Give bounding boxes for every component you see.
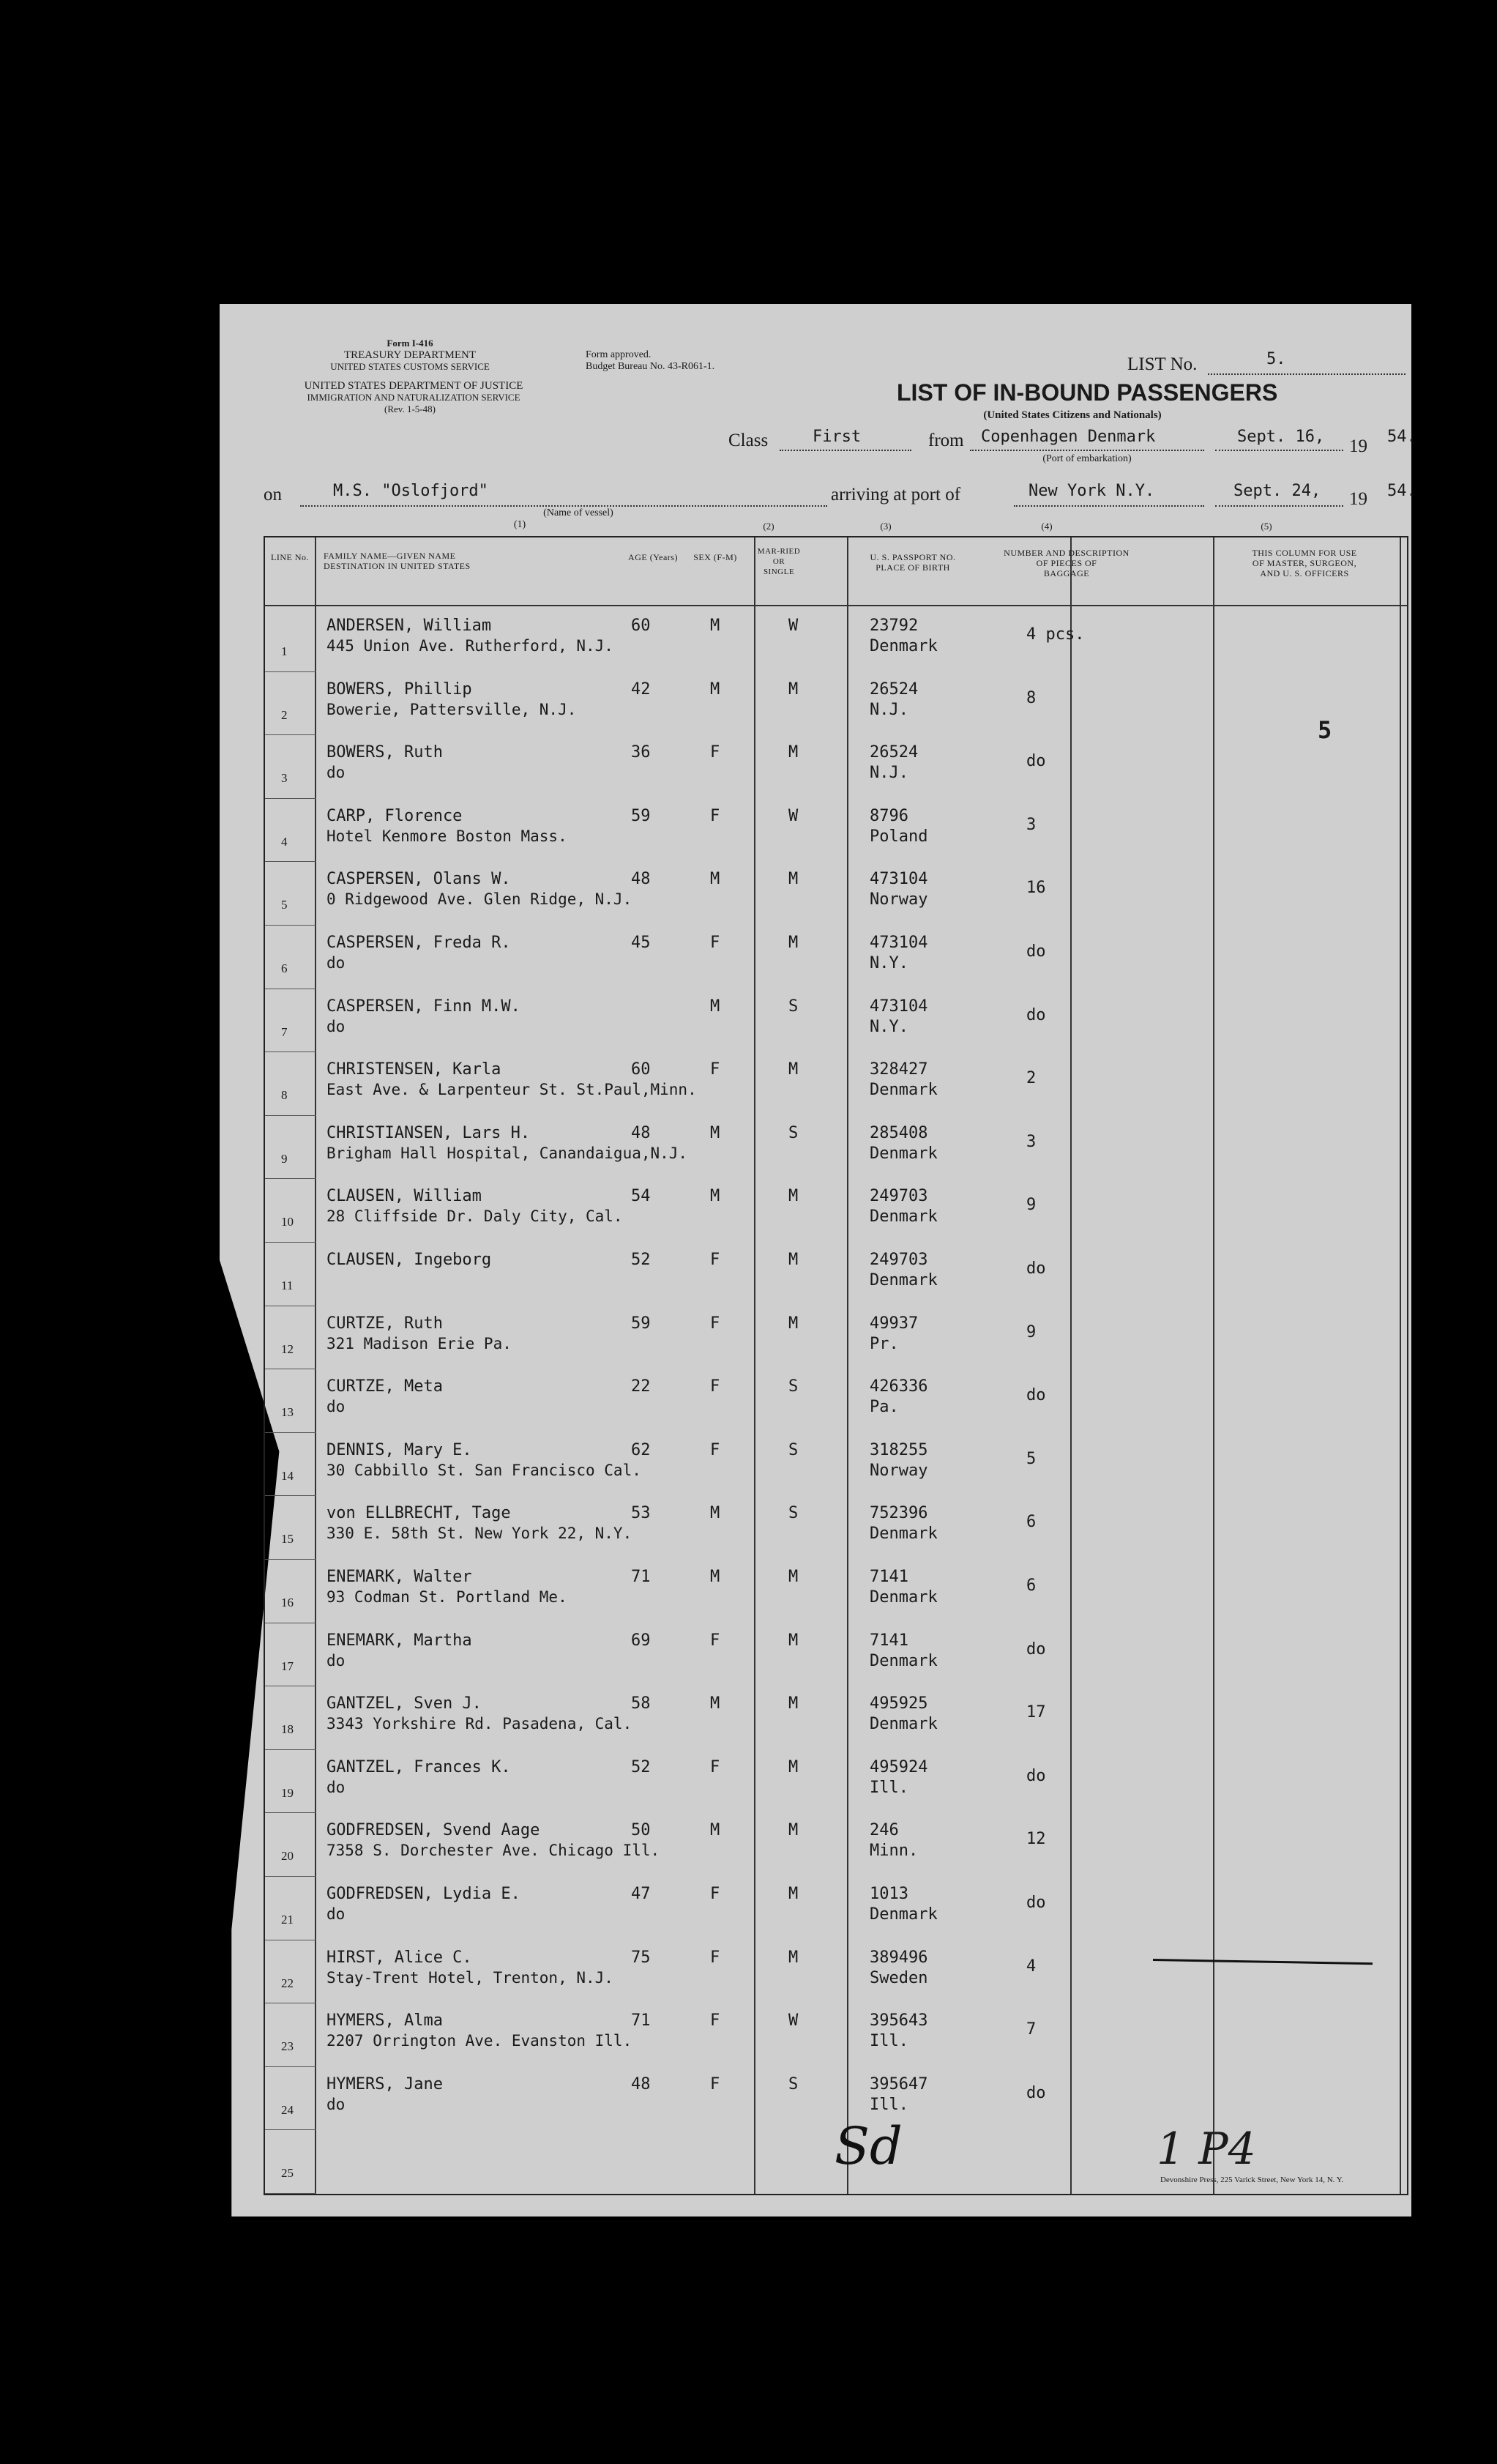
baggage: do bbox=[1026, 1894, 1046, 1912]
marital-status: M bbox=[788, 1885, 799, 1903]
passenger-name: HYMERS, Jane bbox=[326, 2074, 443, 2093]
budget-bureau: Budget Bureau No. 43-R061-1. bbox=[586, 361, 715, 372]
line-number: 5 bbox=[281, 898, 288, 912]
destination: 28 Cliffside Dr. Daly City, Cal. bbox=[326, 1207, 623, 1226]
marital-status: S bbox=[788, 1440, 799, 1459]
baggage: do bbox=[1026, 942, 1046, 961]
age: 52 bbox=[631, 1251, 651, 1269]
officer-annotation-mark: 5 bbox=[1318, 716, 1332, 744]
list-no-label: LIST No. bbox=[1127, 354, 1198, 374]
passenger-row bbox=[265, 989, 1407, 1052]
destination: do bbox=[326, 2095, 346, 2113]
passenger-row bbox=[265, 1623, 1407, 1686]
marital-status: S bbox=[788, 2074, 799, 2093]
header-name: FAMILY NAME—GIVEN NAME DESTINATION IN UNITED STATES bbox=[324, 551, 471, 571]
marital-status: M bbox=[788, 743, 799, 762]
marital-status: M bbox=[788, 1694, 799, 1713]
destination: do bbox=[326, 1398, 346, 1416]
punch-hole bbox=[176, 937, 211, 977]
destination: 445 Union Ave. Rutherford, N.J. bbox=[326, 637, 613, 655]
destination: do bbox=[326, 1017, 346, 1035]
passenger-name: von ELLBRECHT, Tage bbox=[326, 1504, 511, 1523]
place-of-birth: Denmark bbox=[870, 1651, 938, 1670]
sex: F bbox=[710, 934, 720, 952]
sex: M bbox=[710, 1568, 720, 1586]
destination: 330 E. 58th St. New York 22, N.Y. bbox=[326, 1525, 632, 1543]
destination: do bbox=[326, 1651, 346, 1670]
baggage: 6 bbox=[1026, 1513, 1037, 1532]
age: 48 bbox=[631, 2074, 651, 2093]
passenger-row bbox=[265, 2003, 1407, 2066]
passport-number: 426336 bbox=[870, 1377, 928, 1396]
destination: 7358 S. Dorchester Ave. Chicago Ill. bbox=[326, 1842, 660, 1860]
baggage: 5 bbox=[1026, 1449, 1037, 1468]
place-of-birth: Denmark bbox=[870, 1715, 938, 1734]
passport-number: 249703 bbox=[870, 1251, 928, 1269]
place-of-birth: N.Y. bbox=[870, 1017, 908, 1036]
place-of-birth: Denmark bbox=[870, 1588, 938, 1607]
place-of-birth: Denmark bbox=[870, 1525, 938, 1544]
place-of-birth: Pr. bbox=[870, 1334, 899, 1353]
sex: M bbox=[710, 1504, 720, 1523]
place-of-birth: Ill. bbox=[870, 1778, 908, 1797]
sex: F bbox=[710, 2011, 720, 2031]
header-age: AGE (Years) bbox=[628, 552, 678, 562]
marital-status: S bbox=[788, 997, 799, 1016]
passport-number: 7141 bbox=[870, 1631, 908, 1650]
sex: F bbox=[710, 1885, 720, 1903]
arrival-year-prefix: 19 bbox=[1349, 489, 1367, 509]
marital-status: M bbox=[788, 934, 799, 952]
marital-status: W bbox=[788, 2011, 799, 2031]
age: 71 bbox=[631, 1568, 651, 1586]
age: 47 bbox=[631, 1885, 651, 1903]
place-of-birth: N.J. bbox=[870, 700, 908, 719]
line-number: 8 bbox=[281, 1088, 288, 1103]
passenger-name: BOWERS, Phillip bbox=[326, 680, 472, 699]
baggage: do bbox=[1026, 752, 1046, 771]
place-of-birth: Sweden bbox=[870, 1968, 928, 1987]
destination: 321 Madison Erie Pa. bbox=[326, 1334, 512, 1352]
from-value: Copenhagen Denmark bbox=[981, 428, 1156, 446]
baggage: 4 bbox=[1026, 1957, 1037, 1976]
passport-number: 395643 bbox=[870, 2011, 928, 2031]
passport-number: 328427 bbox=[870, 1060, 928, 1079]
marital-status: M bbox=[788, 1187, 799, 1206]
line-number: 2 bbox=[281, 707, 288, 722]
header-sex: SEX (F-M) bbox=[693, 552, 737, 562]
passenger-row bbox=[265, 1052, 1407, 1114]
sex: M bbox=[710, 1821, 720, 1840]
passenger-name: ENEMARK, Martha bbox=[326, 1631, 472, 1650]
form-revision: (Rev. 1-5-48) bbox=[384, 403, 436, 414]
ins-service: IMMIGRATION AND NATURALIZATION SERVICE bbox=[307, 392, 520, 403]
passport-number: 8796 bbox=[870, 806, 908, 825]
sex: F bbox=[710, 743, 720, 762]
line-number: 15 bbox=[281, 1532, 294, 1546]
place-of-birth: Denmark bbox=[870, 1271, 938, 1289]
place-of-birth: N.J. bbox=[870, 764, 908, 783]
baggage: 9 bbox=[1026, 1322, 1037, 1341]
age: 36 bbox=[631, 743, 651, 762]
baggage: 4 pcs. bbox=[1026, 625, 1085, 644]
vessel-name: M.S. "Oslofjord" bbox=[333, 482, 488, 500]
passenger-name: CASPERSEN, Finn M.W. bbox=[326, 997, 520, 1016]
baggage: do bbox=[1026, 1386, 1046, 1405]
baggage: do bbox=[1026, 1259, 1046, 1278]
destination: 3343 Yorkshire Rd. Pasadena, Cal. bbox=[326, 1715, 632, 1733]
bottom-handwritten-note: 1 P4 bbox=[1157, 2124, 1256, 2175]
header-officers: THIS COLUMN FOR USE OF MASTER, SURGEON, AND U. S. OFFICERS bbox=[1252, 548, 1357, 578]
baggage: 6 bbox=[1026, 1577, 1037, 1595]
destination: 30 Cabbillo St. San Francisco Cal. bbox=[326, 1461, 641, 1479]
passenger-name: BOWERS, Ruth bbox=[326, 743, 443, 762]
sex: F bbox=[710, 1251, 720, 1269]
passenger-name: HIRST, Alice C. bbox=[326, 1948, 472, 1967]
line-number: 14 bbox=[281, 1468, 294, 1483]
arrival-date: Sept. 24, bbox=[1233, 482, 1321, 500]
from-label: from bbox=[928, 431, 964, 450]
sex: M bbox=[710, 1187, 720, 1206]
port-embarkation-note: (Port of embarkation) bbox=[1042, 453, 1132, 464]
passenger-row bbox=[265, 1178, 1407, 1241]
passenger-row bbox=[265, 1940, 1407, 2003]
punch-hole bbox=[176, 365, 211, 404]
header-line-no: LINE No. bbox=[271, 552, 309, 562]
form-approved: Form approved. bbox=[586, 349, 652, 360]
age: 59 bbox=[631, 1314, 651, 1333]
sex: M bbox=[710, 617, 720, 635]
arriving-label: arriving at port of bbox=[831, 485, 961, 505]
age: 48 bbox=[631, 1123, 651, 1142]
destination: 0 Ridgewood Ave. Glen Ridge, N.J. bbox=[326, 890, 632, 909]
sex: F bbox=[710, 1757, 720, 1776]
marital-status: M bbox=[788, 1568, 799, 1586]
line-number: 21 bbox=[281, 1913, 294, 1927]
line-number: 18 bbox=[281, 1722, 294, 1737]
marital-status: S bbox=[788, 1123, 799, 1142]
place-of-birth: Ill. bbox=[870, 2095, 908, 2114]
marital-status: M bbox=[788, 1631, 799, 1650]
place-of-birth: Denmark bbox=[870, 1144, 938, 1163]
marital-status: S bbox=[788, 1504, 799, 1523]
passenger-row bbox=[265, 861, 1407, 924]
passenger-row bbox=[265, 1876, 1407, 1939]
justice-dept: UNITED STATES DEPARTMENT OF JUSTICE bbox=[304, 380, 523, 392]
passenger-name: GODFREDSEN, Lydia E. bbox=[326, 1885, 520, 1903]
passport-number: 318255 bbox=[870, 1440, 928, 1459]
passenger-row bbox=[265, 1369, 1407, 1432]
departure-year-prefix: 19 bbox=[1349, 436, 1367, 456]
age: 59 bbox=[631, 806, 651, 825]
age: 60 bbox=[631, 1060, 651, 1079]
passport-number: 7141 bbox=[870, 1568, 908, 1586]
line-number: 24 bbox=[281, 2102, 294, 2117]
passport-number: 752396 bbox=[870, 1504, 928, 1523]
punch-hole bbox=[176, 1700, 211, 1740]
age: 53 bbox=[631, 1504, 651, 1523]
place-of-birth: Poland bbox=[870, 827, 928, 846]
passenger-row bbox=[265, 1495, 1407, 1558]
destination: do bbox=[326, 954, 346, 972]
col2-number: (2) bbox=[763, 521, 774, 532]
place-of-birth: Denmark bbox=[870, 1905, 938, 1924]
passenger-name: CURTZE, Meta bbox=[326, 1377, 443, 1396]
line-number: 20 bbox=[281, 1849, 294, 1864]
place-of-birth: Norway bbox=[870, 1461, 928, 1480]
list-subtitle: (United States Citizens and Nationals) bbox=[983, 409, 1162, 421]
passport-number: 1013 bbox=[870, 1885, 908, 1903]
baggage: 12 bbox=[1026, 1830, 1046, 1849]
destination: Brigham Hall Hospital, Canandaigua,N.J. bbox=[326, 1144, 688, 1162]
baggage: do bbox=[1026, 1639, 1046, 1659]
age: 42 bbox=[631, 680, 651, 699]
line-number: 10 bbox=[281, 1215, 294, 1229]
sex: M bbox=[710, 870, 720, 889]
passenger-row bbox=[265, 734, 1407, 797]
baggage: 3 bbox=[1026, 815, 1037, 834]
destination: do bbox=[326, 1778, 346, 1796]
sex: F bbox=[710, 1314, 720, 1333]
passport-number: 246 bbox=[870, 1821, 899, 1840]
sex: M bbox=[710, 680, 720, 699]
baggage: 17 bbox=[1026, 1703, 1046, 1722]
age: 22 bbox=[631, 1377, 651, 1396]
passenger-name: ANDERSEN, William bbox=[326, 617, 492, 635]
place-of-birth: Denmark bbox=[870, 637, 938, 655]
list-title: LIST OF IN-BOUND PASSENGERS bbox=[897, 379, 1278, 406]
passport-number: 285408 bbox=[870, 1123, 928, 1142]
sex: F bbox=[710, 806, 720, 825]
passenger-row bbox=[265, 671, 1407, 734]
line-number: 12 bbox=[281, 1341, 294, 1356]
line-number: 25 bbox=[281, 2166, 294, 2181]
passenger-name: CASPERSEN, Olans W. bbox=[326, 870, 511, 889]
age: 71 bbox=[631, 2011, 651, 2031]
line-number: 6 bbox=[281, 961, 288, 975]
passport-number: 26524 bbox=[870, 743, 919, 762]
passenger-row bbox=[265, 925, 1407, 988]
baggage: 16 bbox=[1026, 879, 1046, 898]
baggage: do bbox=[1026, 2083, 1046, 2102]
sex: M bbox=[710, 1123, 720, 1142]
passport-number: 495924 bbox=[870, 1757, 928, 1776]
marital-status: M bbox=[788, 680, 799, 699]
passenger-name: CASPERSEN, Freda R. bbox=[326, 934, 511, 952]
passenger-table bbox=[264, 536, 1408, 2195]
departure-date: Sept. 16, bbox=[1237, 428, 1325, 446]
col4-number: (4) bbox=[1041, 521, 1053, 532]
baggage: do bbox=[1026, 1005, 1046, 1024]
age: 69 bbox=[631, 1631, 651, 1650]
age: 50 bbox=[631, 1821, 651, 1840]
sex: F bbox=[710, 1440, 720, 1459]
line-number: 3 bbox=[281, 771, 288, 786]
passenger-name: ENEMARK, Walter bbox=[326, 1568, 472, 1586]
list-no-value: 5. bbox=[1266, 350, 1286, 368]
place-of-birth: Denmark bbox=[870, 1081, 938, 1100]
age: 60 bbox=[631, 617, 651, 635]
baggage: 9 bbox=[1026, 1196, 1037, 1215]
age: 62 bbox=[631, 1440, 651, 1459]
passenger-name: GANTZEL, Frances K. bbox=[326, 1757, 511, 1776]
marital-status: M bbox=[788, 1060, 799, 1079]
passenger-name: GODFREDSEN, Svend Aage bbox=[326, 1821, 540, 1840]
line-number: 1 bbox=[281, 644, 288, 658]
passenger-row bbox=[265, 1812, 1407, 1875]
passport-number: 395647 bbox=[870, 2074, 928, 2093]
age: 54 bbox=[631, 1187, 651, 1206]
marital-status: M bbox=[788, 1821, 799, 1840]
age: 75 bbox=[631, 1948, 651, 1967]
passenger-name: HYMERS, Alma bbox=[326, 2011, 443, 2031]
marital-status: W bbox=[788, 617, 799, 635]
passport-number: 473104 bbox=[870, 997, 928, 1016]
marital-status: M bbox=[788, 1757, 799, 1776]
passenger-name: CHRISTENSEN, Karla bbox=[326, 1060, 501, 1079]
age: 45 bbox=[631, 934, 651, 952]
vessel-name-note: (Name of vessel) bbox=[543, 507, 613, 518]
treasury-dept: TREASURY DEPARTMENT bbox=[343, 349, 477, 361]
sex: F bbox=[710, 2074, 720, 2093]
passenger-name: DENNIS, Mary E. bbox=[326, 1440, 472, 1459]
passenger-row bbox=[265, 1432, 1407, 1495]
destination: Bowerie, Pattersville, N.J. bbox=[326, 700, 577, 718]
sex: F bbox=[710, 1631, 720, 1650]
arrival-year: 54. bbox=[1387, 482, 1416, 500]
line-number: 17 bbox=[281, 1659, 294, 1673]
marital-status: M bbox=[788, 1314, 799, 1333]
passenger-name: CLAUSEN, William bbox=[326, 1187, 482, 1206]
passenger-name: CARP, Florence bbox=[326, 806, 463, 825]
baggage: do bbox=[1026, 1766, 1046, 1785]
sex: F bbox=[710, 1060, 720, 1079]
header-married: MAR-RIED OR SINGLE bbox=[757, 547, 803, 576]
passport-number: 473104 bbox=[870, 934, 928, 952]
customs-service: UNITED STATES CUSTOMS SERVICE bbox=[330, 361, 490, 372]
passenger-row bbox=[265, 1749, 1407, 1812]
punch-hole bbox=[189, 2124, 224, 2163]
marital-status: M bbox=[788, 1948, 799, 1967]
sex: M bbox=[710, 1694, 720, 1713]
line-number: 19 bbox=[281, 1785, 294, 1800]
line-number: 23 bbox=[281, 2039, 294, 2054]
header-baggage: NUMBER AND DESCRIPTION OF PIECES OF BAGGAGE bbox=[1004, 548, 1130, 578]
destination: 2207 Orrington Ave. Evanston Ill. bbox=[326, 2032, 632, 2050]
class-label: Class bbox=[728, 431, 769, 450]
passenger-name: CURTZE, Ruth bbox=[326, 1314, 443, 1333]
passport-number: 49937 bbox=[870, 1314, 919, 1333]
line-number: 7 bbox=[281, 1024, 288, 1039]
header-passport: U. S. PASSPORT NO. PLACE OF BIRTH bbox=[870, 552, 956, 573]
destination: Hotel Kenmore Boston Mass. bbox=[326, 827, 567, 845]
officer-signature: Sd bbox=[835, 2116, 903, 2176]
form-number: Form I-416 bbox=[387, 338, 433, 349]
passenger-name: CHRISTIANSEN, Lars H. bbox=[326, 1123, 531, 1142]
age: 58 bbox=[631, 1694, 651, 1713]
sex: F bbox=[710, 1377, 720, 1396]
passenger-row bbox=[265, 1306, 1407, 1369]
sex: M bbox=[710, 997, 720, 1016]
destination: do bbox=[326, 764, 346, 782]
place-of-birth: Ill. bbox=[870, 2032, 908, 2051]
line-number: 4 bbox=[281, 834, 288, 849]
passenger-row bbox=[265, 1686, 1407, 1749]
place-of-birth: Denmark bbox=[870, 1207, 938, 1227]
arrival-port: New York N.Y. bbox=[1029, 482, 1155, 500]
passport-number: 26524 bbox=[870, 680, 919, 699]
marital-status: W bbox=[788, 806, 799, 825]
col3-number: (3) bbox=[880, 521, 892, 532]
passport-number: 389496 bbox=[870, 1948, 928, 1967]
passenger-row bbox=[265, 608, 1407, 671]
marital-status: M bbox=[788, 870, 799, 889]
line-number: 9 bbox=[281, 1151, 288, 1166]
place-of-birth: Minn. bbox=[870, 1842, 919, 1861]
marital-status: S bbox=[788, 1377, 799, 1396]
line-number: 13 bbox=[281, 1405, 294, 1420]
passport-number: 249703 bbox=[870, 1187, 928, 1206]
marital-status: M bbox=[788, 1251, 799, 1269]
line-number: 11 bbox=[281, 1278, 294, 1292]
baggage: 8 bbox=[1026, 688, 1037, 707]
baggage: 3 bbox=[1026, 1132, 1037, 1151]
destination: do bbox=[326, 1905, 346, 1923]
line-number: 16 bbox=[281, 1596, 294, 1609]
place-of-birth: Pa. bbox=[870, 1398, 899, 1417]
passport-number: 495925 bbox=[870, 1694, 928, 1713]
class-value: First bbox=[813, 428, 862, 446]
baggage: 7 bbox=[1026, 2020, 1037, 2039]
passenger-row bbox=[265, 1115, 1407, 1178]
departure-year: 54. bbox=[1387, 428, 1416, 446]
column-1-note: (1) bbox=[513, 519, 526, 530]
line-number: 22 bbox=[281, 1976, 294, 1990]
passport-number: 23792 bbox=[870, 617, 919, 635]
on-label: on bbox=[264, 485, 282, 505]
destination: East Ave. & Larpenteur St. St.Paul,Minn. bbox=[326, 1081, 697, 1099]
passenger-name: GANTZEL, Sven J. bbox=[326, 1694, 482, 1713]
age: 52 bbox=[631, 1757, 651, 1776]
passenger-row bbox=[265, 1559, 1407, 1622]
baggage: 2 bbox=[1026, 1069, 1037, 1088]
passenger-row bbox=[265, 798, 1407, 861]
place-of-birth: Norway bbox=[870, 890, 928, 909]
sex: F bbox=[710, 1948, 720, 1967]
destination: Stay-Trent Hotel, Trenton, N.J. bbox=[326, 1968, 613, 1987]
printer-imprint: Devonshire Press, 225 Varick Street, New York 14, N. Y. bbox=[1160, 2175, 1344, 2184]
destination: 93 Codman St. Portland Me. bbox=[326, 1588, 567, 1606]
place-of-birth: N.Y. bbox=[870, 954, 908, 972]
passport-number: 473104 bbox=[870, 870, 928, 889]
passenger-row bbox=[265, 1242, 1407, 1305]
col5-number: (5) bbox=[1261, 521, 1272, 532]
age: 48 bbox=[631, 870, 651, 889]
passenger-name: CLAUSEN, Ingeborg bbox=[326, 1251, 492, 1269]
